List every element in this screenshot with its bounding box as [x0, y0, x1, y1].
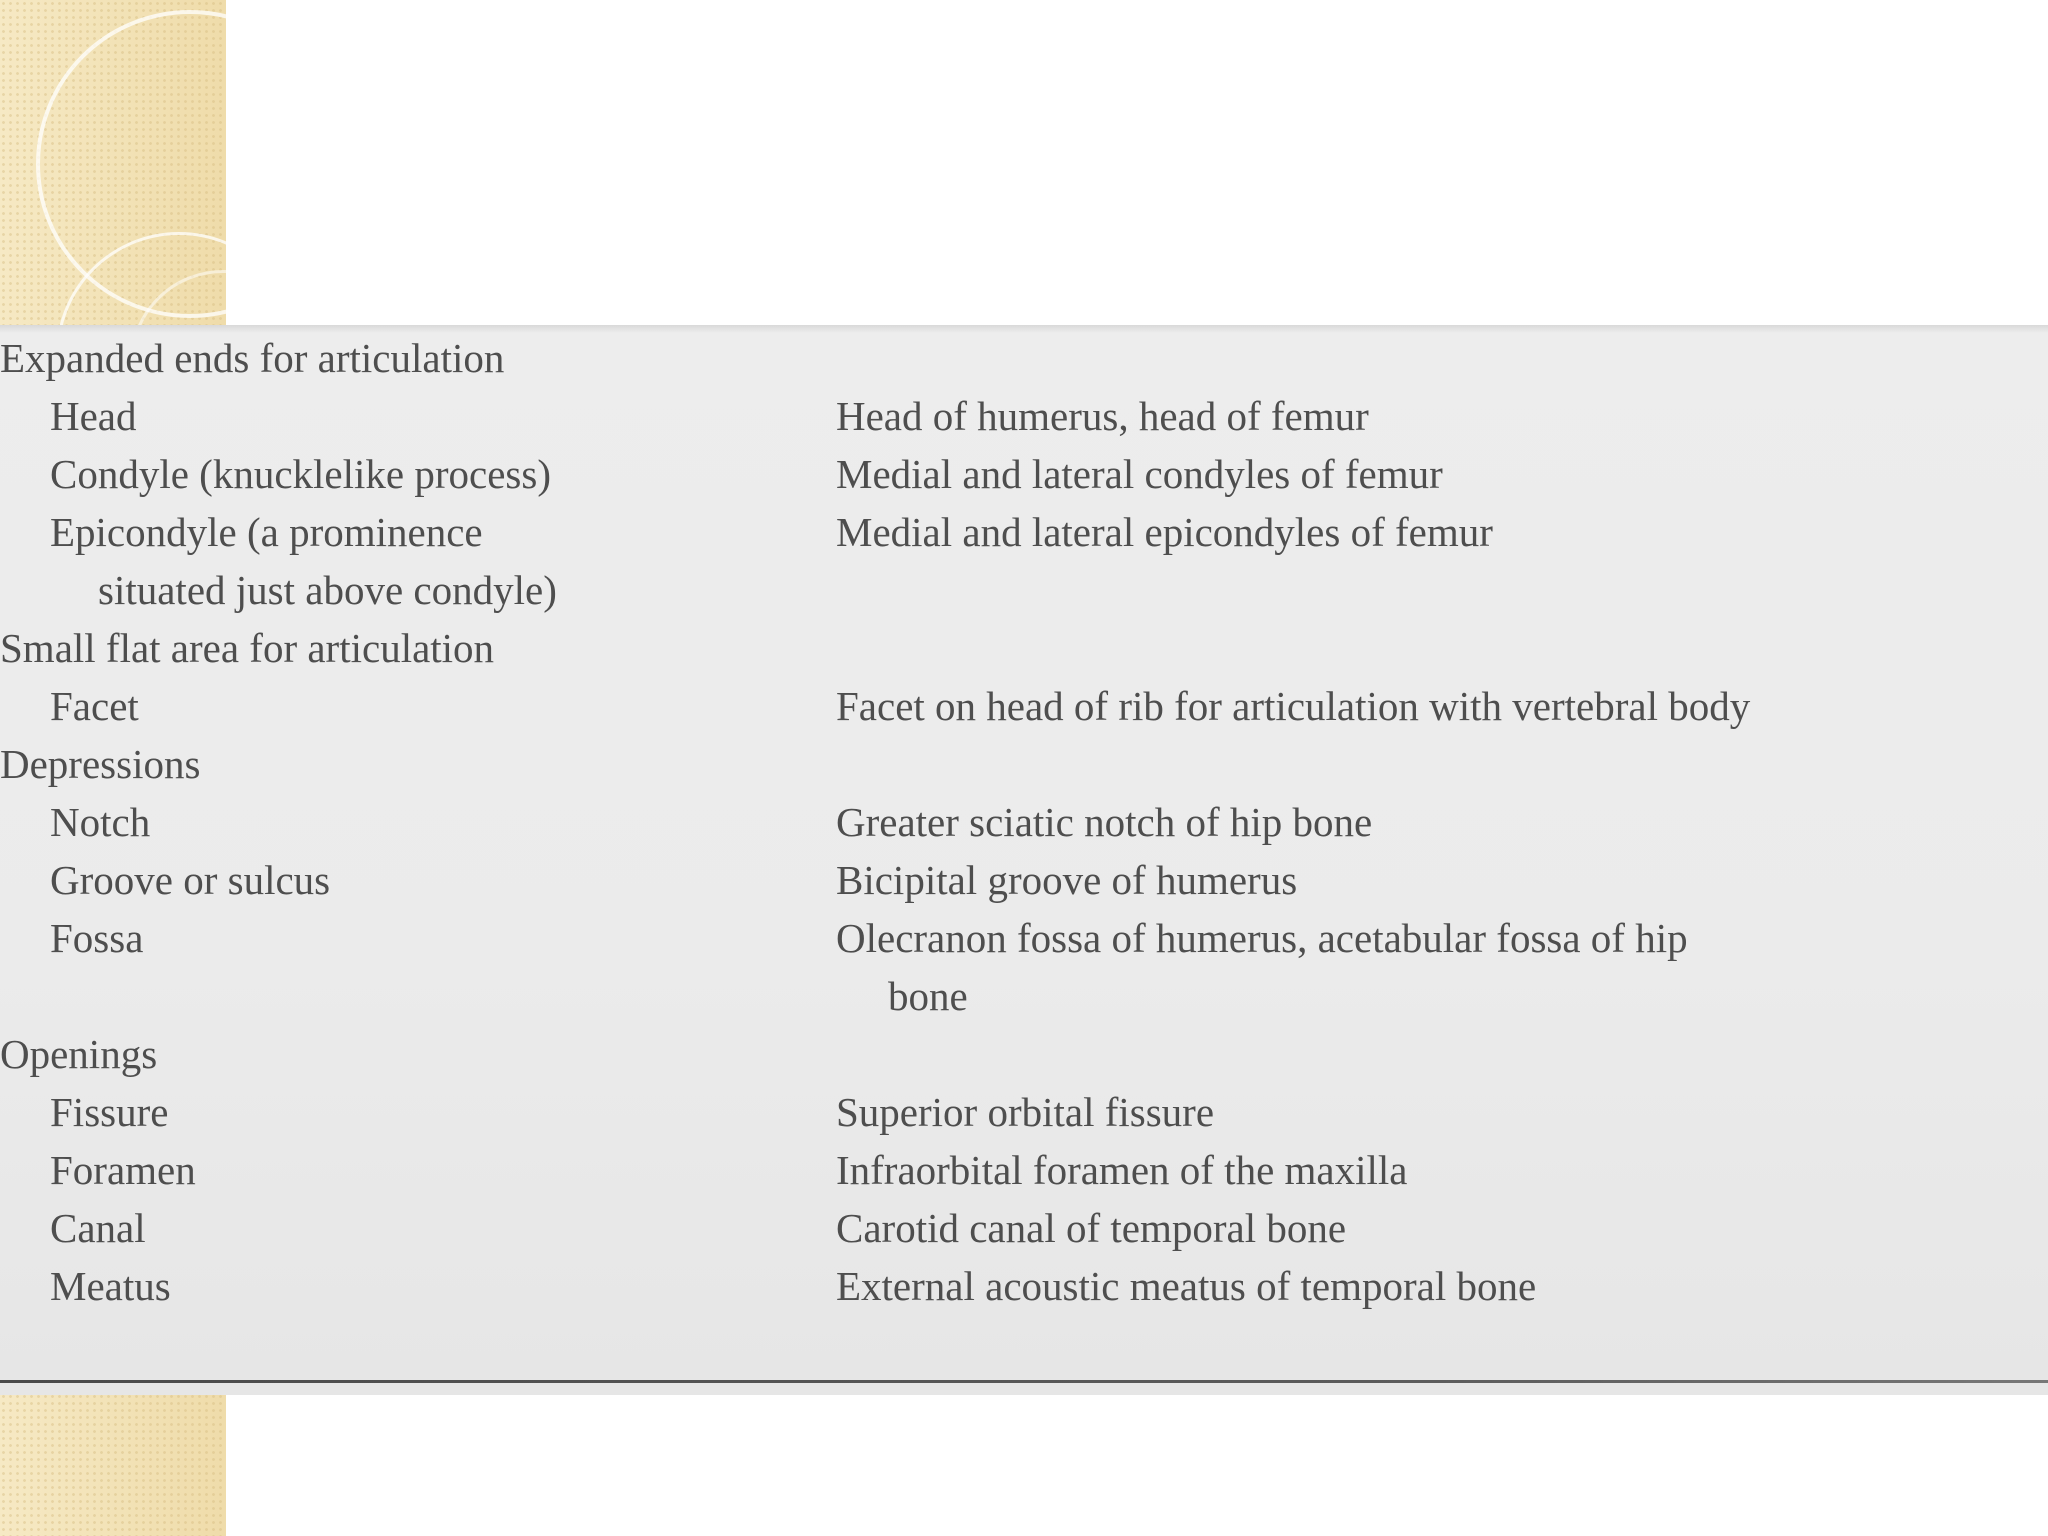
term-cell: Openings [0, 1031, 158, 1077]
example-cell: Superior orbital fissure [836, 1089, 1215, 1135]
example-cell: bone [888, 973, 968, 1019]
table-row [0, 1141, 2048, 1199]
table-row [0, 503, 2048, 561]
table-row-group [0, 1025, 2048, 1083]
term-cell: Condyle (knucklelike process) [50, 451, 551, 497]
term-cell: Fissure [50, 1089, 169, 1135]
example-cell: Olecranon fossa of humerus, acetabular fossa of hip [836, 915, 1688, 961]
table-row [0, 793, 2048, 851]
term-cell: Notch [50, 799, 151, 845]
example-cell: Greater sciatic notch of hip bone [836, 799, 1373, 845]
term-cell: Expanded ends for articulation [0, 335, 505, 381]
scanned-table-image [0, 325, 2048, 1395]
example-cell: External acoustic meatus of temporal bone [836, 1263, 1537, 1309]
table-row [0, 677, 2048, 735]
example-cell: Facet on head of rib for articulation with vertebral body [836, 683, 1751, 729]
table-row-continuation [0, 561, 2048, 619]
term-cell: Fossa [50, 915, 144, 961]
term-cell: Facet [50, 683, 139, 729]
example-cell: Medial and lateral epicondyles of femur [836, 509, 1493, 555]
table-row [0, 909, 2048, 967]
table-row [0, 1257, 2048, 1315]
table-row [0, 445, 2048, 503]
example-cell: Carotid canal of temporal bone [836, 1205, 1347, 1251]
term-cell: Foramen [50, 1147, 196, 1193]
term-cell: Groove or sulcus [50, 857, 331, 903]
term-cell: Canal [50, 1205, 146, 1251]
example-cell: Bicipital groove of humerus [836, 857, 1298, 903]
table-row [0, 1083, 2048, 1141]
table-row [0, 387, 2048, 445]
table-row [0, 851, 2048, 909]
example-cell: Head of humerus, head of femur [836, 393, 1369, 439]
table-row-continuation [0, 967, 2048, 1025]
term-cell: Epicondyle (a prominence [50, 509, 483, 555]
table-row-group [0, 735, 2048, 793]
term-cell: situated just above condyle) [98, 567, 557, 613]
term-cell: Head [50, 393, 137, 439]
table-row-group [0, 329, 2048, 387]
term-cell: Small flat area for articulation [0, 625, 495, 671]
table-row [0, 1199, 2048, 1257]
table-row-group [0, 619, 2048, 677]
term-cell: Meatus [50, 1263, 171, 1309]
table-bottom-rule [0, 1380, 2048, 1383]
example-cell: Medial and lateral condyles of femur [836, 451, 1443, 497]
term-cell: Depressions [0, 741, 201, 787]
example-cell: Infraorbital foramen of the maxilla [836, 1147, 1408, 1193]
